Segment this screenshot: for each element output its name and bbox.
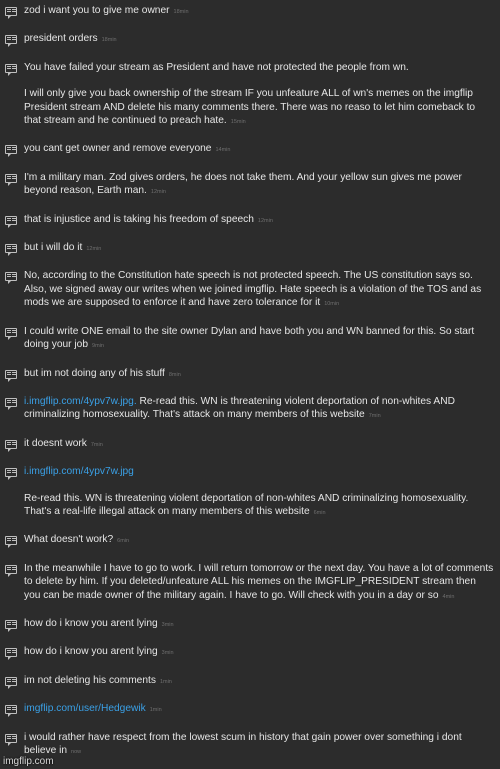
comment-item — [0, 142, 500, 157]
comment-item — [0, 562, 500, 604]
reply-icon[interactable] — [5, 35, 17, 44]
comment-timestamp: 6min — [313, 509, 326, 516]
comment-text — [24, 87, 494, 129]
comment-text — [24, 367, 494, 382]
comment-body: how do i know you arent lying — [24, 617, 158, 629]
reply-icon[interactable] — [5, 145, 17, 154]
comment-text — [24, 731, 494, 760]
comment-body: how do i know you arent lying — [24, 646, 158, 658]
comment-text — [24, 171, 494, 200]
comment-link[interactable]: i.imgflip.com/4ypv7w.jpg. — [24, 395, 137, 407]
reply-icon[interactable] — [5, 565, 17, 574]
comment-body: but i will do it — [24, 242, 83, 254]
comment-timestamp: 1min — [159, 678, 172, 685]
reply-icon[interactable] — [5, 468, 17, 477]
comment-text — [24, 142, 494, 157]
comment-timestamp: 10min — [324, 301, 340, 308]
reply-icon[interactable] — [5, 328, 17, 337]
comment-item — [0, 645, 500, 660]
reply-icon[interactable] — [5, 7, 17, 16]
comment-timestamp: 3min — [161, 650, 174, 657]
comment-body: that is injustice and is taking his freedom of speech — [24, 213, 254, 225]
comment-timestamp: 8min — [168, 371, 181, 378]
reply-icon[interactable] — [5, 64, 17, 73]
comment-body: I will only give you back ownership of the stream IF you unfeature ALL of wn's memes on the imgflip President stream AND delete his many comments there. There was no reaso to let him comeback to that stream and he continued to preach hate. — [24, 88, 476, 127]
comment-timestamp: 7min — [90, 441, 103, 448]
comment-body: im not deleting his comments — [24, 674, 156, 686]
comment-item — [0, 325, 500, 354]
comment-text — [24, 241, 494, 256]
comment-timestamp: 3min — [161, 621, 174, 628]
comment-timestamp: 9min — [92, 343, 104, 350]
reply-icon[interactable] — [5, 370, 17, 379]
comment-text — [24, 32, 494, 47]
comment-text — [24, 465, 494, 478]
comment-item — [0, 395, 500, 424]
comment-timestamp: 15min — [230, 119, 246, 126]
comment-item — [0, 367, 500, 382]
comment-link[interactable]: i.imgflip.com/4ypv7w.jpg — [24, 466, 134, 478]
reply-icon[interactable] — [5, 216, 17, 225]
comment-body: What doesn't work? — [24, 534, 114, 546]
comment-item — [0, 269, 500, 311]
comment-timestamp: 18min — [173, 9, 189, 15]
comment-text — [24, 562, 494, 604]
comment-body: it doesnt work — [24, 437, 87, 449]
comment-text — [24, 617, 494, 632]
comment-body: I could write ONE email to the site owner Dylan and have both you and WN banned for this. So start doing your job — [24, 325, 475, 351]
comment-text — [24, 269, 494, 311]
comment-text — [24, 645, 494, 660]
comment-timestamp: 12min — [86, 246, 102, 253]
comment-body: president orders — [24, 33, 98, 45]
comment-timestamp: 18min — [101, 37, 117, 44]
comment-item — [0, 61, 500, 130]
comment-item — [0, 241, 500, 256]
comment-item — [0, 213, 500, 228]
comment-item — [0, 674, 500, 689]
reply-icon[interactable] — [5, 705, 17, 714]
comment-body: Re-read this. WN is threatening violent deportation of non-whites AND criminalizing homosexuality. That's attack on many members of this website — [24, 395, 455, 421]
comment-body: you cant get owner and remove everyone — [24, 143, 212, 155]
comment-item — [0, 437, 500, 452]
reply-icon[interactable] — [5, 272, 17, 281]
reply-icon[interactable] — [5, 244, 17, 253]
comment-link[interactable]: imgflip.com/user/Hedgewik — [24, 703, 146, 715]
comment-text — [24, 492, 494, 521]
reply-icon[interactable] — [5, 398, 17, 407]
comment-text — [24, 702, 494, 717]
comment-timestamp: 6min — [117, 538, 130, 545]
comment-timestamp: 7min — [368, 413, 381, 420]
comment-timestamp: 1min — [149, 707, 162, 714]
comment-body: You have failed your stream as President and have not protected the people from wn. — [24, 61, 409, 73]
comment-timestamp: 12min — [257, 217, 273, 224]
comment-timestamp: now — [71, 749, 82, 755]
comment-text — [24, 437, 494, 452]
comment-item — [0, 533, 500, 548]
imgflip-watermark: imgflip.com — [3, 756, 54, 767]
comment-text — [24, 395, 494, 424]
comment-item — [0, 171, 500, 200]
comment-text — [24, 61, 494, 74]
comment-body: i would rather have respect from the lowest scum in history that gain power over something i dont believe in — [24, 731, 462, 756]
comment-text — [24, 533, 494, 548]
reply-icon[interactable] — [5, 174, 17, 183]
comment-body: No, according to the Constitution hate speech is not protected speech. The US constitution says so. Also, we signed away our writes when we joined imgflip. Hate speech is a violation of the TOS and as mods we are supposed to enforce it and have zero tolerance for it — [24, 270, 482, 309]
reply-icon[interactable] — [5, 620, 17, 629]
comment-text — [24, 674, 494, 689]
comment-timestamp: 12min — [150, 189, 166, 196]
reply-icon[interactable] — [5, 734, 17, 743]
comment-text — [24, 213, 494, 228]
comment-body: Re-read this. WN is threatening violent deportation of non-whites AND criminalizing homosexuality. That's a real-life illegal attack on many members of this website — [24, 492, 469, 517]
comment-body: In the meanwhile I have to go to work. I will return tomorrow or the next day. You have a lot of comments to delete by him. If you deleted/unfeature ALL his memes on the IMGFLIP_PRESIDENT stream then you can be made owner of the military again. I have to go. Will check with you in a day or so — [24, 562, 494, 601]
comment-item — [0, 617, 500, 632]
comment-body: I'm a military man. Zod gives orders, he does not take them. And your yellow sun gives me power beyond reason, Earth man. — [24, 171, 462, 197]
comment-text — [24, 325, 494, 354]
reply-icon[interactable] — [5, 440, 17, 449]
comment-item — [0, 465, 500, 520]
reply-icon[interactable] — [5, 677, 17, 686]
comment-timestamp: 14min — [215, 147, 231, 154]
comment-body: but im not doing any of his stuff — [24, 367, 165, 379]
comment-item — [0, 702, 500, 717]
comment-item — [0, 4, 500, 19]
comment-timestamp: 4min — [442, 593, 455, 600]
comment-text — [24, 4, 494, 19]
comment-item — [0, 32, 500, 47]
comment-item — [0, 731, 500, 760]
reply-icon[interactable] — [5, 648, 17, 657]
reply-icon[interactable] — [5, 536, 17, 545]
comment-body: zod i want you to give me owner — [24, 5, 170, 16]
